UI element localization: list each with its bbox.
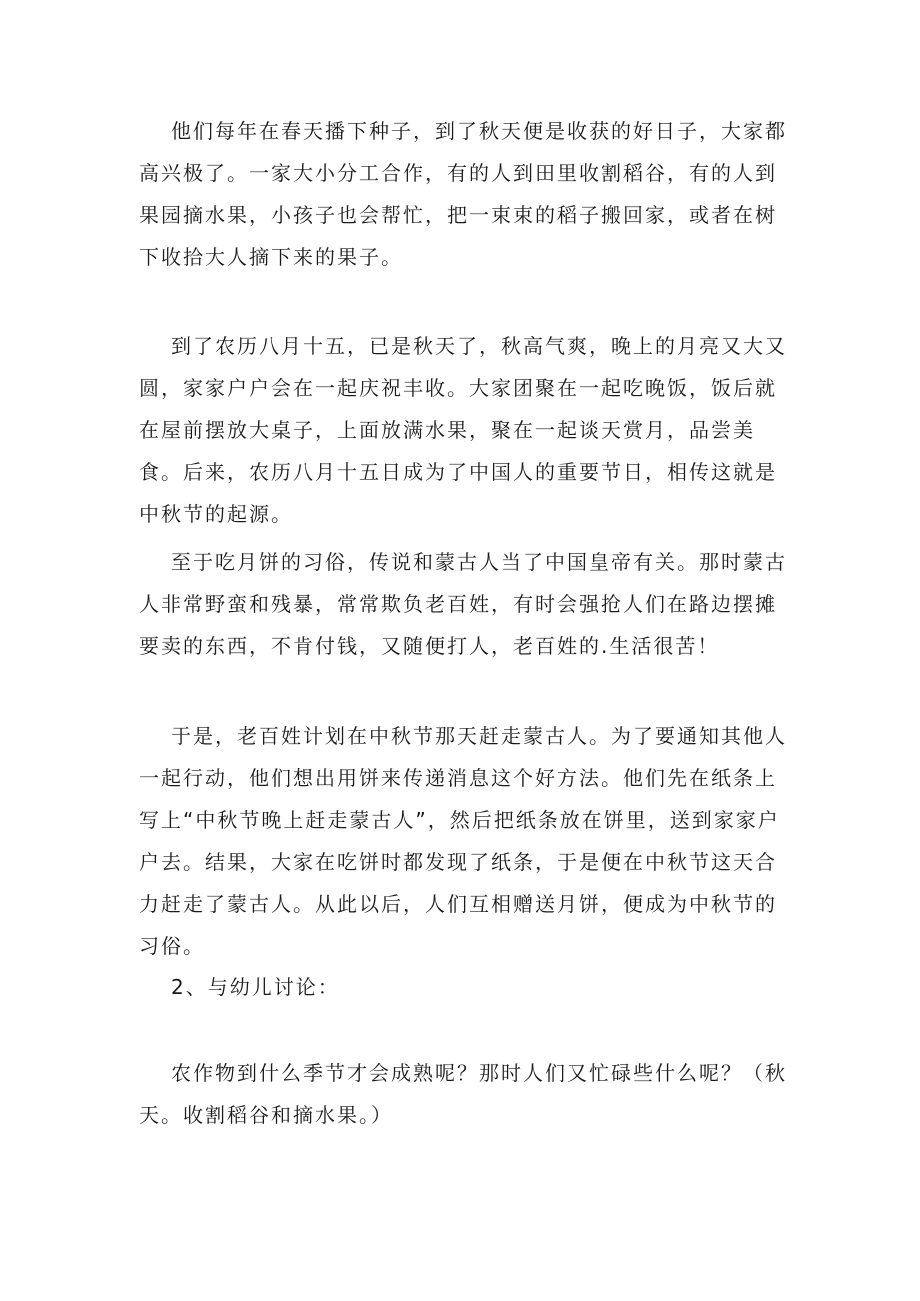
paragraph-mid-autumn-origin: 到了农历八月十五，已是秋天了，秋高气爽，晚上的月亮又大又圆，家家户户会在一起庆祝丰收。大家团聚在一起吃晚饭，饭后就在屋前摆放大桌子，上面放满水果，聚在一起谈天赏月，品尝美食。后来，农历八月十五日成为了中国人的重要节日，相传这就是中秋节的起源。 xyxy=(139,334,787,526)
section-heading-discussion: 2、与幼儿讨论： xyxy=(171,975,340,999)
paragraph-mooncake-legend: 至于吃月饼的习俗，传说和蒙古人当了中国皇帝有关。那时蒙古人非常野蛮和残暴，常常欺负老百姓，有时会强抢人们在路边摆摊要卖的东西，不肯付钱，又随便打人，老百姓的.生活很苦！ xyxy=(139,550,787,658)
paragraph-discussion-question: 农作物到什么季节才会成熟呢？那时人们又忙碌些什么呢？（秋天。收割稻谷和摘水果。） xyxy=(139,1061,787,1127)
paragraph-uprising: 于是，老百姓计划在中秋节那天赶走蒙古人。为了要通知其他人一起行动，他们想出用饼来传递消息这个好方法。他们先在纸条上写上“中秋节晚上赶走蒙古人”，然后把纸条放在饼里，送到家家户户去。结果，大家在吃饼时都发现了纸条，于是便在中秋节这天合力赶走了蒙古人。从此以后，人们互相赠送月饼，便成为中秋节的习俗。 xyxy=(139,724,787,958)
paragraph-harvest: 他们每年在春天播下种子，到了秋天便是收获的好日子，大家都高兴极了。一家大小分工合作，有的人到田里收割稻谷，有的人到果园摘水果，小孩子也会帮忙，把一束束的稻子搬回家，或者在树下收拾大人摘下来的果子。 xyxy=(139,119,787,269)
